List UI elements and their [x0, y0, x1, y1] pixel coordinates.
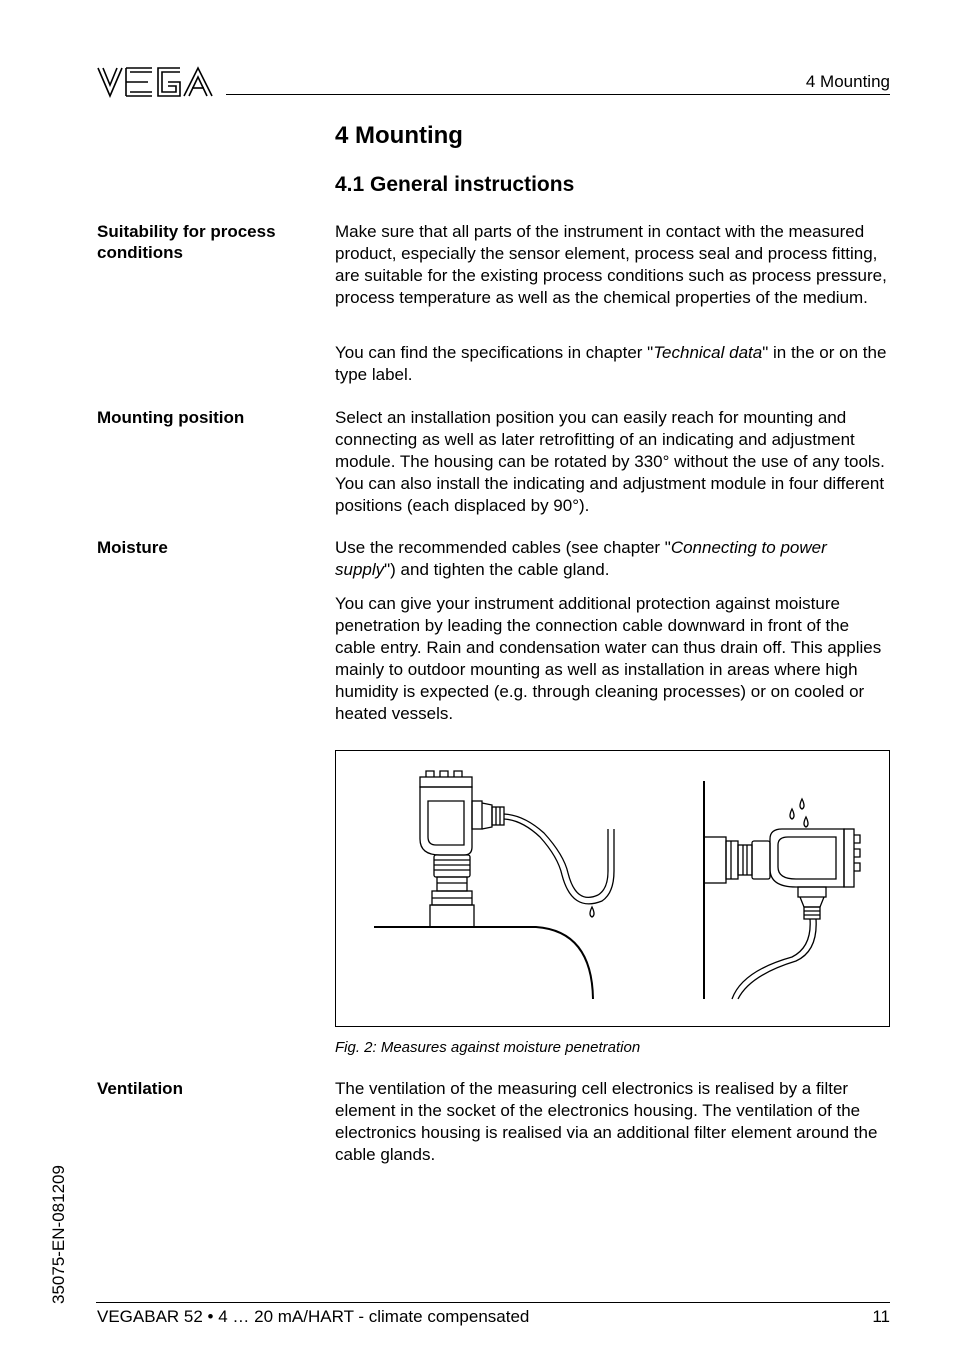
header-section-title: 4 Mounting [805, 72, 890, 91]
paragraph-moisture-2: You can give your instrument additional protection against moisture penetration by leading the connection cable downward in front of the cable entry. Rain and condensation water can thus drain off. This applies mainly to outdoor mounting as well as installation in areas where high humidity is expected (e.g. through cleaning processes) or on cooled or heated vessels. [335, 594, 882, 723]
sidebar-label-suitability: Suitability for process conditions [97, 222, 276, 262]
footer-rule [96, 1302, 890, 1303]
paragraph-moisture-1: Use the recommended cables (see chapter "Connecting to power supply") and tighten the cable gland. [335, 538, 827, 579]
sidebar-label-moisture: Moisture [97, 538, 168, 557]
chapter-heading: 4 Mounting [335, 122, 463, 149]
paragraph-suitability-1: Make sure that all parts of the instrument in contact with the measured product, especially the sensor element, process seal and process fitting, are suitable for the existing process conditions such as process pressure, process temperature as well as the chemical properties of the medium. [335, 222, 887, 307]
moisture-illustration [336, 751, 889, 1026]
vega-logo [96, 66, 214, 98]
document-id: 35075-EN-081209 [49, 1165, 68, 1304]
figure-moisture-measures [335, 750, 890, 1027]
header-rule [226, 94, 890, 95]
section-heading: 4.1 General instructions [335, 173, 575, 196]
figure-caption: Fig. 2: Measures against moisture penetration [335, 1039, 641, 1056]
page-number: 11 [872, 1307, 890, 1326]
paragraph-ventilation: The ventilation of the measuring cell electronics is realised by a filter element in the socket of the electronics housing. The ventilation of the electronics housing is realised via an additional filter element around the cable glands. [335, 1079, 878, 1164]
footer-product-title: VEGABAR 52 • 4 … 20 mA/HART - climate compensated [97, 1307, 530, 1326]
sidebar-label-mounting-position: Mounting position [97, 408, 245, 427]
paragraph-mounting-position: Select an installation position you can easily reach for mounting and connecting as well as later retrofitting of an indicating and adjustment module. The housing can be rotated by 330° without the use of any tools. You can also install the indicating and adjustment module in four different positions (each displaced by 90°). [335, 408, 885, 515]
paragraph-suitability-2: You can find the specifications in chapter "Technical data" in the or on the type label. [335, 343, 887, 384]
italic-reference: Connecting to power supply [335, 538, 827, 579]
sidebar-label-ventilation: Ventilation [97, 1079, 183, 1098]
italic-reference: Technical data [653, 343, 763, 362]
